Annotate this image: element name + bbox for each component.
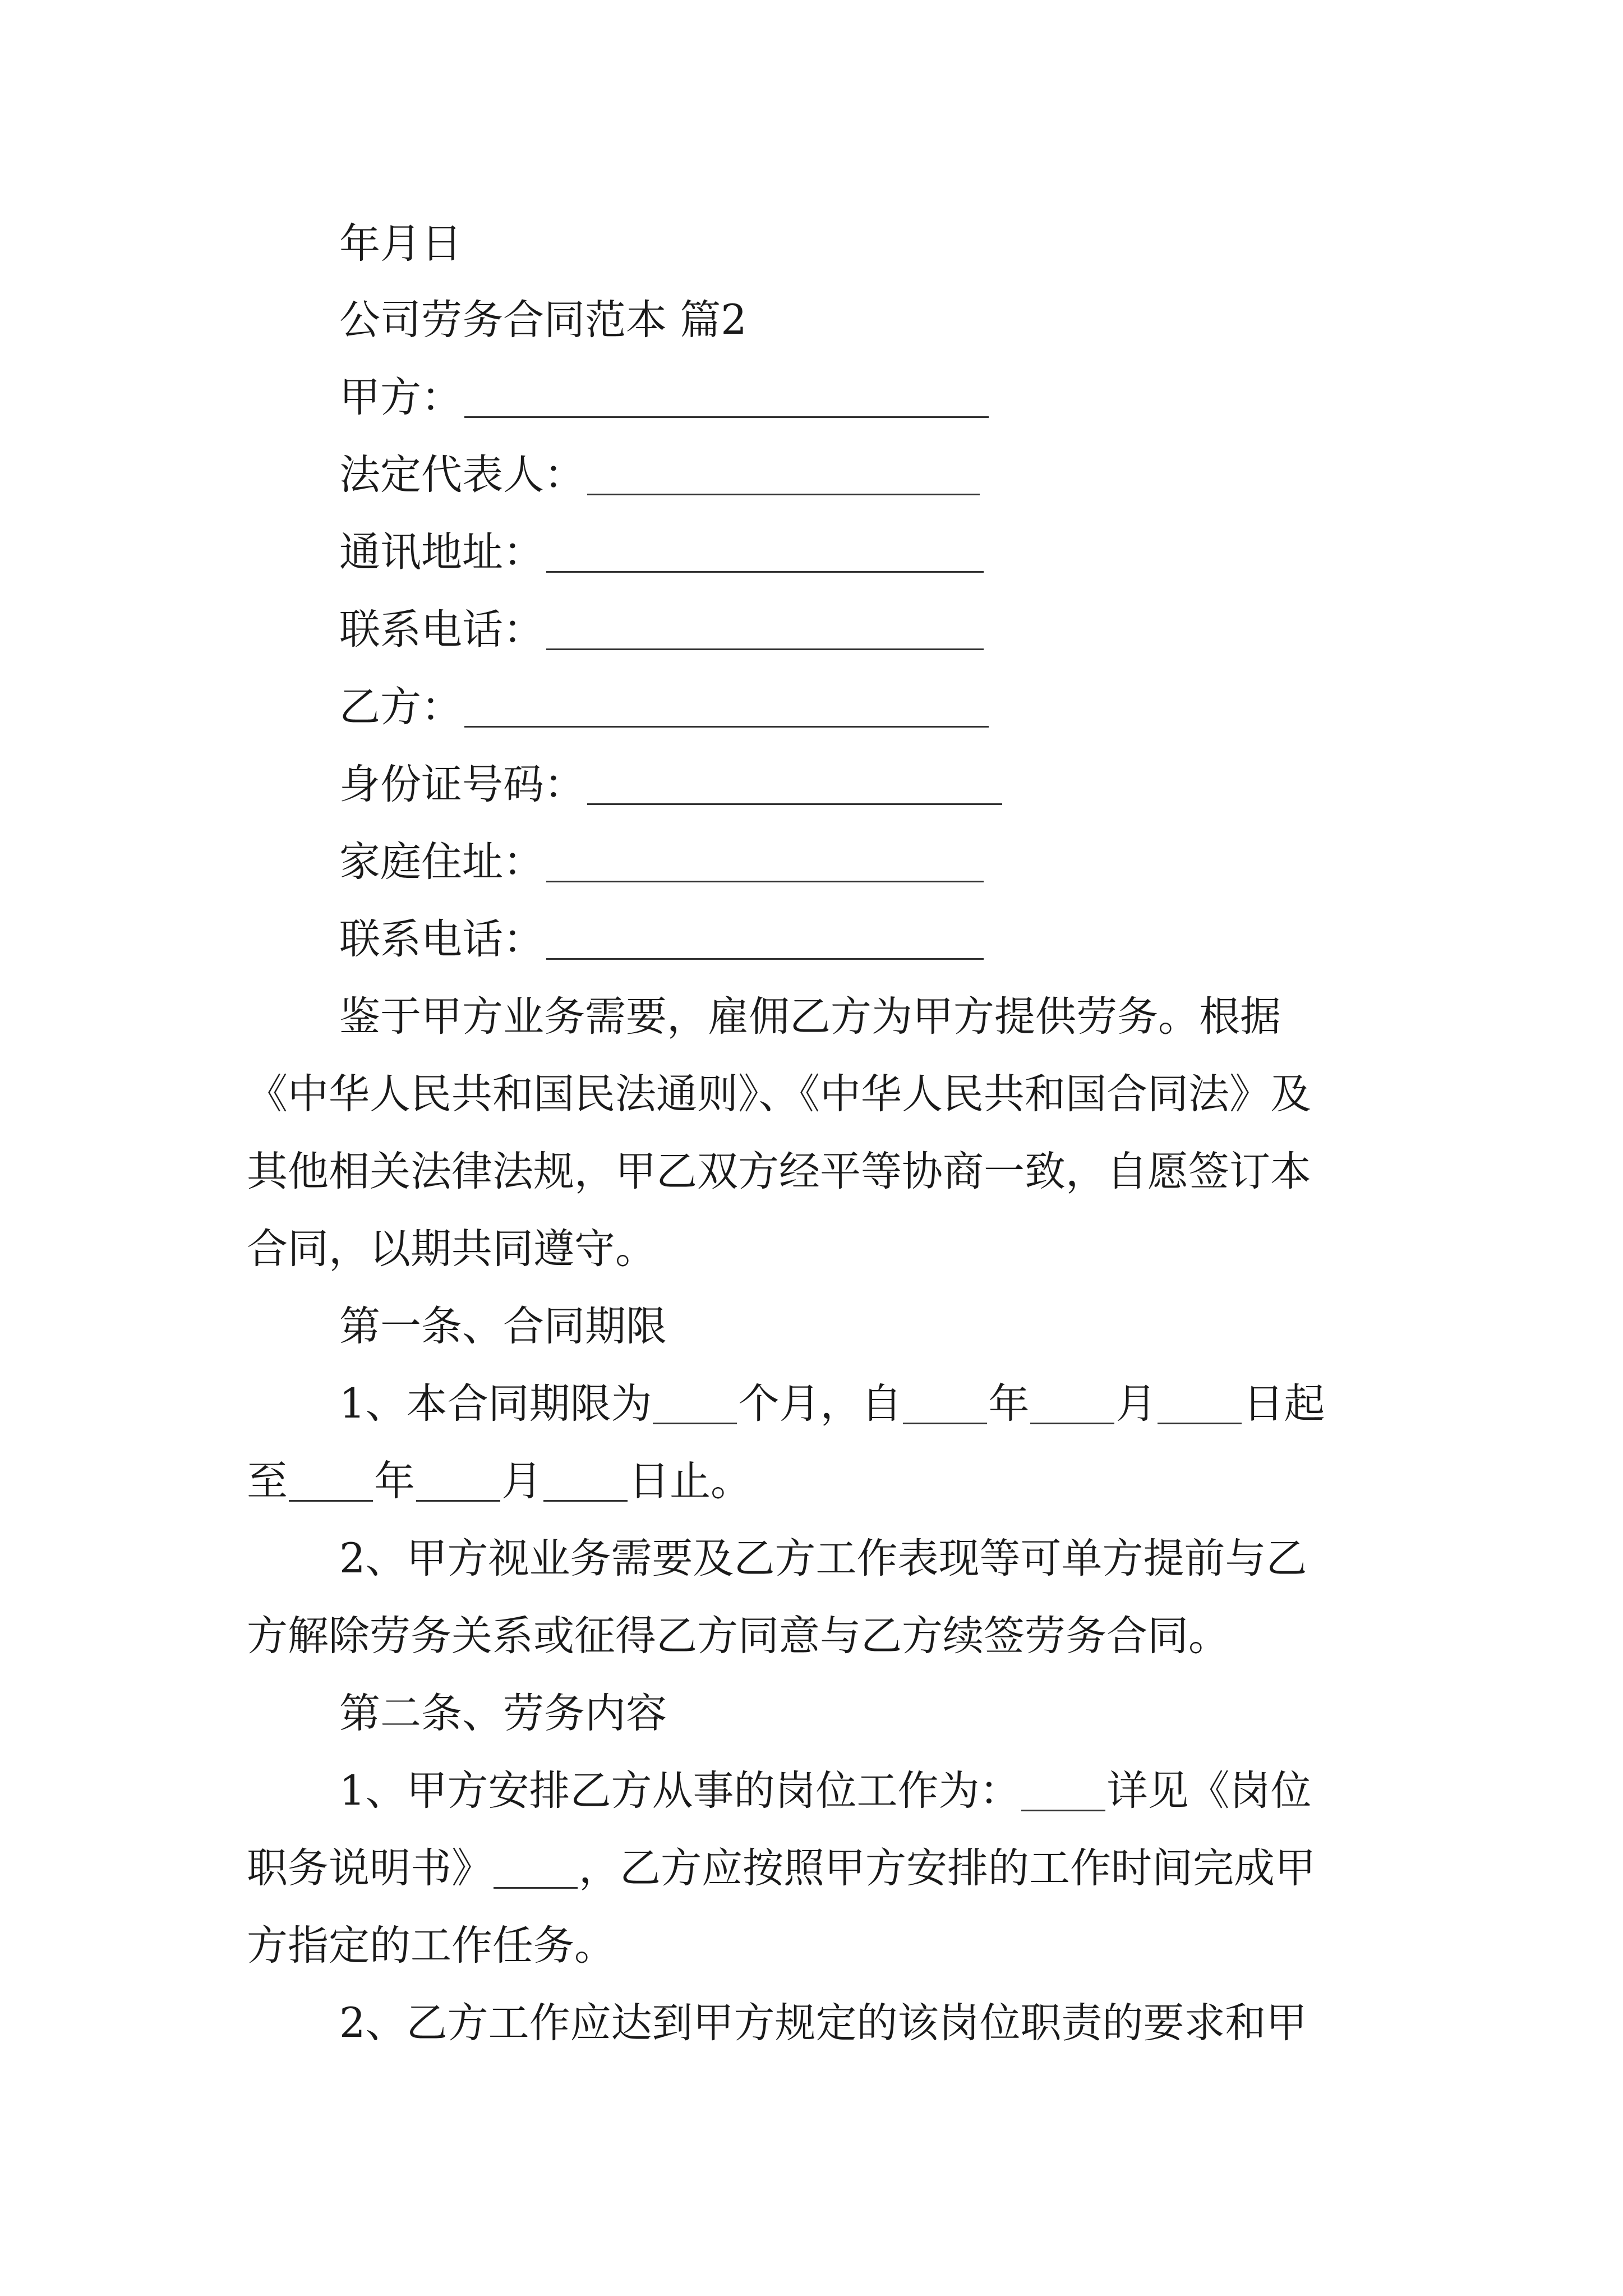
- clause-text: 个月，自: [738, 1380, 902, 1428]
- party-b-label: 乙方：: [339, 683, 462, 731]
- clause-text: 详见《岗位: [1106, 1767, 1312, 1815]
- legal-rep-field: [587, 459, 980, 495]
- party-a-phone-row: [339, 606, 984, 654]
- article-1-clause-2-line-2: 方解除劳务关系或征得乙方同意与乙方续签劳务合同。: [247, 1612, 1229, 1660]
- home-address-field: [546, 846, 984, 882]
- clause-text: 年: [988, 1380, 1030, 1428]
- address-field: [546, 536, 984, 573]
- party-b-phone-label: 联系电话：: [339, 915, 544, 963]
- article-2-clause-1-line-2: [247, 1844, 1316, 1892]
- article-2-heading: 第二条、劳务内容: [339, 1690, 667, 1737]
- months-blank: [653, 1388, 737, 1424]
- party-a-row: [339, 374, 989, 421]
- description-blank: [494, 1852, 578, 1889]
- home-address-row: [339, 838, 984, 886]
- article-2-clause-1-line-1: [339, 1767, 1312, 1815]
- end-day-blank: [543, 1465, 628, 1502]
- home-address-label: 家庭住址：: [339, 838, 544, 886]
- clause-text: 年: [374, 1457, 415, 1505]
- position-blank: [1021, 1775, 1105, 1811]
- article-2-clause-1-line-3: 方指定的工作任务。: [247, 1922, 615, 1970]
- clause-text: 日止。: [629, 1457, 751, 1505]
- clause-text: 1、本合同期限为: [339, 1380, 652, 1428]
- preamble-line-4: 合同，以期共同遵守。: [247, 1225, 656, 1273]
- legal-rep-label: 法定代表人：: [339, 451, 585, 499]
- party-b-phone-field: [546, 923, 984, 960]
- clause-text: 月: [1115, 1380, 1157, 1428]
- start-month-blank: [1030, 1388, 1114, 1424]
- party-b-row: [339, 683, 989, 731]
- preamble-line-2: 《中华人民共和国民法通则》、《中华人民共和国合同法》及: [247, 1070, 1311, 1118]
- clause-text: 至: [247, 1457, 288, 1505]
- clause-text: ，乙方应按照甲方安排的工作时间完成甲: [579, 1844, 1316, 1892]
- preamble-line-1: 鉴于甲方业务需要，雇佣乙方为甲方提供劳务。根据: [339, 993, 1281, 1041]
- party-a-phone-label: 联系电话：: [339, 606, 544, 654]
- end-year-blank: [289, 1465, 373, 1502]
- article-1-clause-2-line-1: 2、甲方视业务需要及乙方工作表现等可单方提前与乙: [339, 1535, 1307, 1582]
- clause-text: 日起: [1243, 1380, 1325, 1428]
- article-1-clause-1-line-2: [247, 1457, 751, 1505]
- clause-text: 职务说明书》: [247, 1844, 492, 1892]
- end-month-blank: [416, 1465, 500, 1502]
- start-year-blank: [903, 1388, 987, 1424]
- address-label: 通讯地址：: [339, 528, 544, 576]
- legal-rep-row: [339, 451, 980, 499]
- clause-text: 1、甲方安排乙方从事的岗位工作为：: [339, 1767, 1021, 1815]
- id-number-row: [339, 761, 1002, 808]
- party-a-label: 甲方：: [339, 374, 462, 421]
- address-row: [339, 528, 984, 576]
- start-day-blank: [1158, 1388, 1242, 1424]
- party-b-field: [464, 691, 989, 728]
- id-number-label: 身份证号码：: [339, 761, 585, 808]
- party-a-field: [464, 381, 989, 418]
- date-line: 年月日: [339, 220, 462, 268]
- article-1-clause-1-line-1: [339, 1380, 1325, 1428]
- preamble-line-3: 其他相关法律法规，甲乙双方经平等协商一致，自愿签订本: [247, 1148, 1311, 1195]
- clause-text: 月: [501, 1457, 542, 1505]
- party-b-phone-row: [339, 915, 984, 963]
- party-a-phone-field: [546, 614, 984, 650]
- article-2-clause-2-line-1: 2、乙方工作应达到甲方规定的该岗位职责的要求和甲: [339, 1999, 1307, 2047]
- article-1-heading: 第一条、合同期限: [339, 1303, 667, 1350]
- id-number-field: [587, 769, 1002, 805]
- document-title: 公司劳务合同范本 篇2: [339, 296, 747, 344]
